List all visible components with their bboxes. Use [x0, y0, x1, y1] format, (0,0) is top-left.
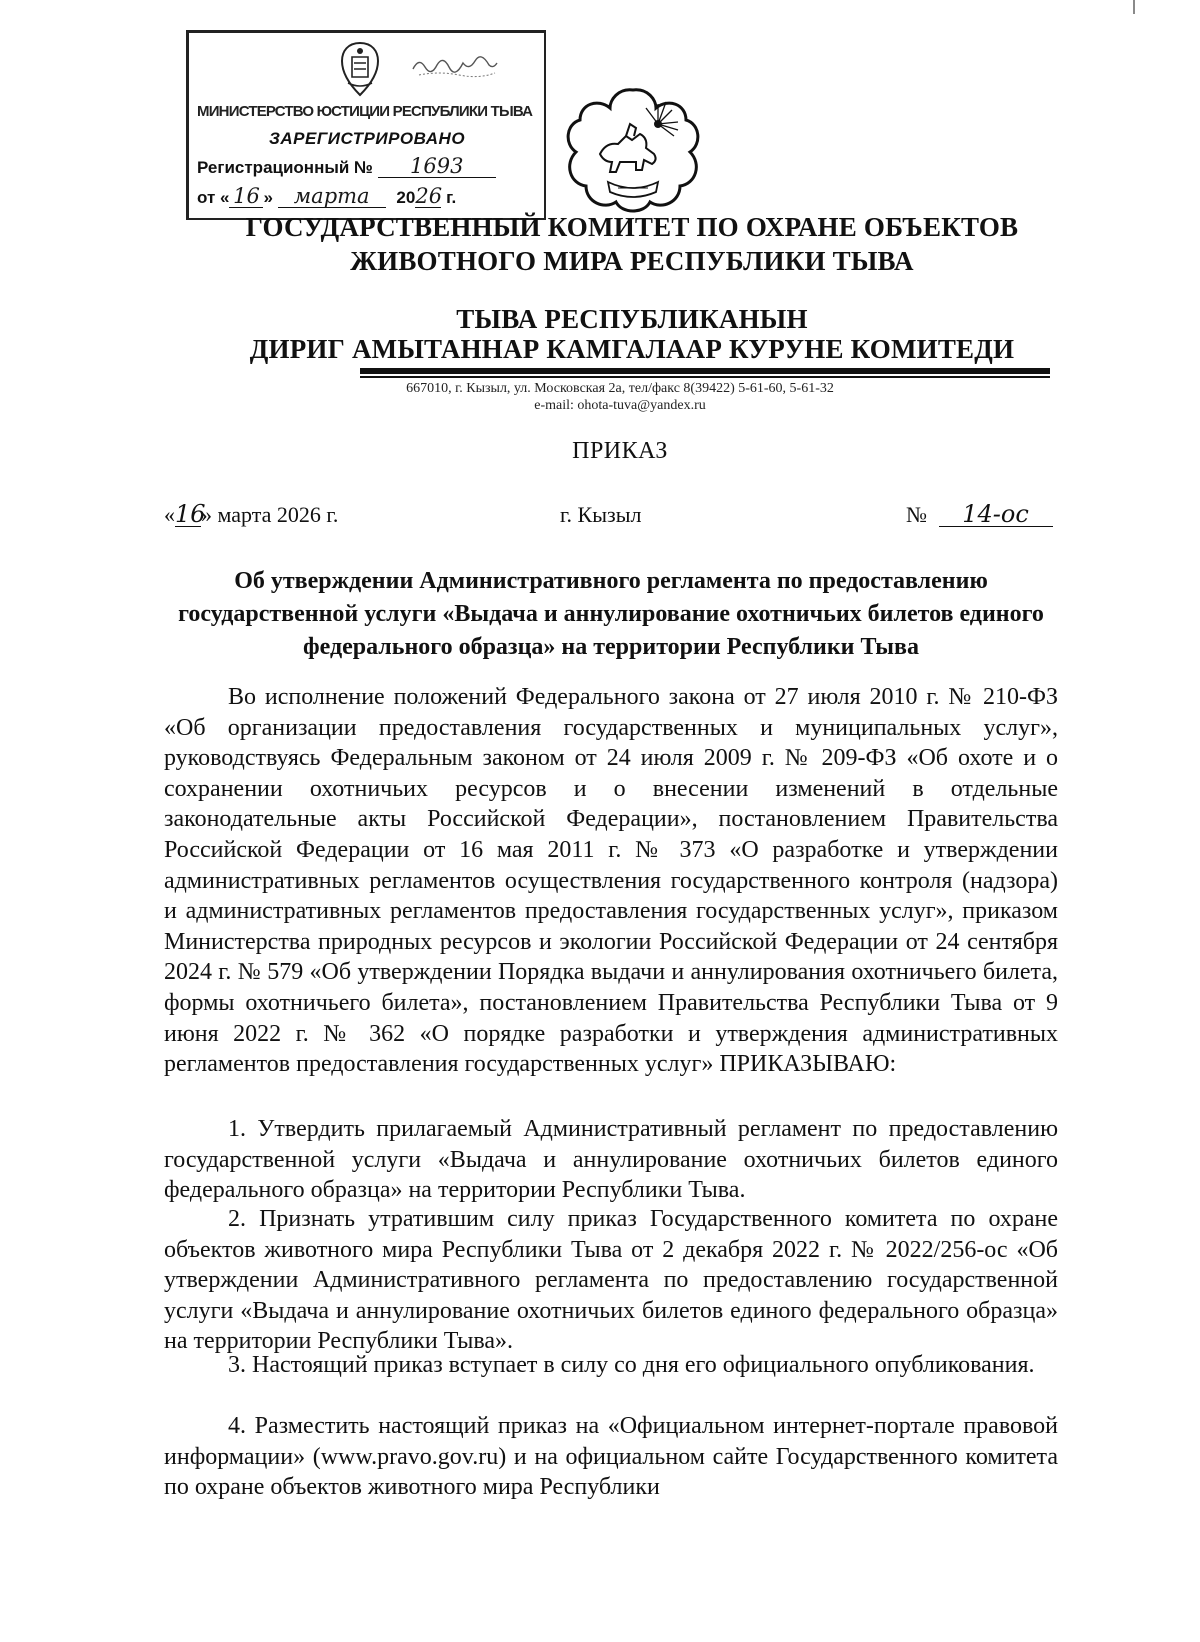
stamp-signature-scribble-icon	[409, 51, 499, 81]
order-item-3-text: 3. Настоящий приказ вступает в силу со дня его официального опубликования.	[228, 1352, 1035, 1378]
order-subject: Об утверждении Административного регламента по предоставлению государственной услуги «Выдача и аннулирование охотничьих билетов единого федерального образца» на территории Республики Тыва	[178, 568, 1044, 660]
order-number-label: №	[906, 502, 927, 527]
order-date-day: 16	[175, 500, 206, 528]
agency-name-tuvan-line-2: ДИРИГ АМЫТАННАР КАМГАЛААР КУРУНЕ КОМИТЕДИ	[249, 334, 1015, 364]
agency-address: 667010, г. Кызыл, ул. Московская 2а, тел/факс 8(39422) 5-61-60, 5-61-32	[406, 381, 834, 396]
order-item-3	[164, 1350, 1058, 1381]
agency-email: e-mail: ohota-tuva@yandex.ru	[534, 398, 706, 413]
order-date-open: «	[164, 502, 175, 527]
stamp-status: ЗАРЕГИСТРИРОВАНО	[268, 129, 466, 148]
stamp-registration-number: 1693	[378, 155, 496, 178]
stamp-registration-label: Регистрационный №	[197, 158, 373, 177]
stamp-date-year-suffix: 26	[415, 184, 443, 208]
preamble-text: Во исполнение положений Федерального закона от 27 июля 2010 г. № 210-ФЗ «Об организации предоставления государственных и муниципальных услуг», руководствуясь Федеральным законом от 24 июля 2009 г. № 209-ФЗ «Об охоте и о сохранении охотничьих ресурсов и о внесении изменений в отдельные законодательные акты Российской Федерации», постановлением Правительства Российской Федерации от 16 мая 2011 г. № 373 «О разработке и утверждении административных регламентов осуществления государственного контроля (надзора) и административных регламентов предоставления государственных услуг», приказом Министерства природных ресурсов и экологии Российской Федерации от 24 сентября 2024 г. № 579 «Об утверждении Порядка выдачи и аннулирования охотничьего билета, формы охотничьего билета», постановлением Правительства Республики Тыва от 9 июня 2022 г. № 362 «О порядке разработки и утверждения административных регламентов предоставления государственных услуг» ПРИКАЗЫВАЮ:	[164, 684, 1058, 1078]
ministry-emblem-icon	[334, 39, 386, 99]
order-number	[906, 500, 1053, 530]
header-divider-thick	[360, 368, 1050, 374]
order-item-2	[164, 1204, 1058, 1357]
tuva-coat-of-arms-icon	[560, 84, 706, 216]
order-city: г. Кызыл	[560, 502, 642, 527]
stamp-date-row	[197, 185, 456, 208]
stamp-date-year-end: г.	[446, 188, 457, 207]
stamp-ministry-name: МИНИСТЕРСТВО ЮСТИЦИИ РЕСПУБЛИКИ ТЫВА	[197, 103, 533, 120]
stamp-date-day-close: »	[263, 188, 273, 207]
order-date	[164, 500, 338, 530]
order-item-1	[164, 1114, 1058, 1206]
order-item-1-text: 1. Утвердить прилагаемый Административный регламент по предоставлению государственной услуги «Выдача и аннулирование охотничьих билетов единого федерального образца» на территории Республики Тыва.	[164, 1116, 1058, 1204]
order-number-value: 14-ос	[939, 502, 1053, 527]
order-date-rest: » марта 2026 г.	[201, 502, 339, 527]
order-item-2-text: 2. Признать утратившим силу приказ Государственного комитета по охране объектов животного мира Республики Тыва от 2 декабря 2022 г. № 2022/256-ос «Об утверждении Административного регламента по предоставлению государственной услуги «Выдача и аннулирование охотничьих билетов единого федерального образца» на территории Республики Тыва».	[164, 1206, 1058, 1355]
stamp-registration-number-row	[197, 155, 496, 178]
stamp-date-year-prefix: 20	[396, 188, 416, 207]
stamp-date-prefix: от «	[197, 188, 230, 207]
agency-name-tuvan-line-1: ТЫВА РЕСПУБЛИКАНЫН	[456, 304, 808, 334]
stamp-date-day: 16	[229, 185, 263, 208]
document-type: ПРИКАЗ	[572, 438, 668, 464]
agency-name-russian-line-1: ГОСУДАРСТВЕННЫЙ КОМИТЕТ ПО ОХРАНЕ ОБЪЕКТОВ	[245, 212, 1019, 242]
agency-name-russian-line-2: ЖИВОТНОГО МИРА РЕСПУБЛИКИ ТЫВА	[350, 246, 914, 276]
stamp-date-month: марта	[278, 185, 386, 208]
header-divider-thin	[360, 376, 1050, 378]
order-item-4	[164, 1411, 1058, 1503]
order-item-4-text: 4. Разместить настоящий приказ на «Официальном интернет-портале правовой информации» (www.pravo.gov.ru) и на официальном сайте Государственного комитета по охране объектов животного мира Республики	[164, 1413, 1058, 1501]
scan-edge-mark	[0, 0, 1200, 1]
registration-stamp	[186, 30, 546, 220]
preamble-paragraph	[164, 682, 1058, 1080]
